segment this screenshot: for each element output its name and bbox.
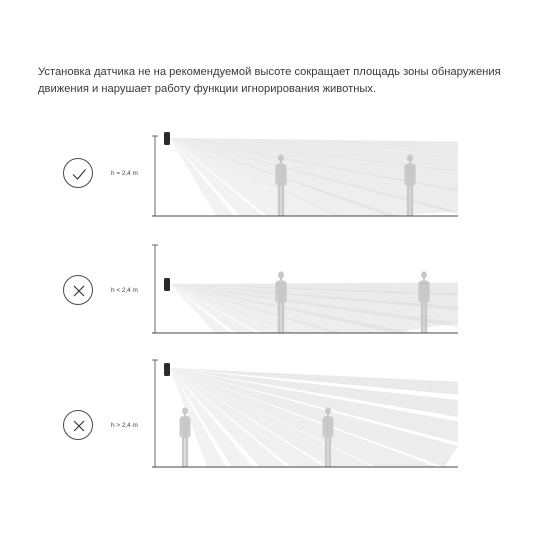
height-label: h = 2,4 m: [111, 170, 138, 177]
detection-illustration: [0, 237, 550, 347]
scene-correct-height: [0, 120, 550, 230]
sensor-device: [164, 363, 170, 376]
beam-fan: [170, 368, 458, 467]
height-label: h < 2,4 m: [111, 287, 138, 294]
caption-text: Установка датчика не на рекомендуемой высоте сокращает площадь зоны обнаружения движения и нарушает работу функции игнорирования животных.: [38, 66, 501, 95]
detection-illustration: [0, 120, 550, 230]
detection-illustration: [0, 354, 550, 484]
sensor-device: [164, 278, 170, 291]
scene-low-height: [0, 237, 550, 347]
height-label: h > 2,4 m: [111, 422, 138, 429]
scene-high-height: [0, 354, 550, 464]
sensor-device: [164, 132, 170, 145]
beam-fan: [170, 282, 458, 333]
